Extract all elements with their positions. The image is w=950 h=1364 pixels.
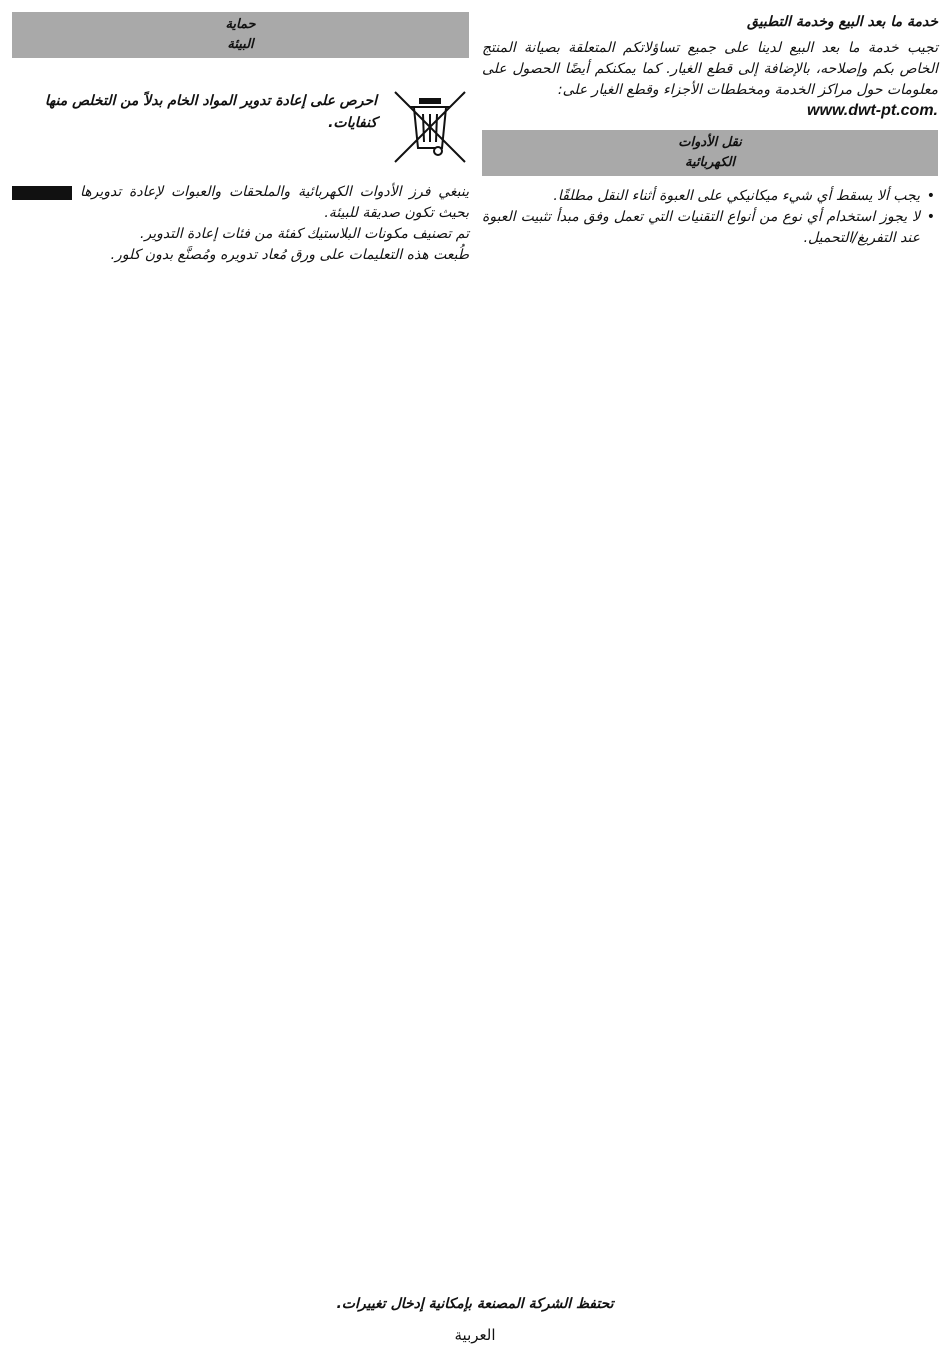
transport-bullet-2: لا يجوز استخدام أي نوع من أنواع التقنيات التي تعمل وفق مبدأ تثبيت العبوة عند التفريغ/التحميل.: [482, 209, 920, 246]
environment-title-line1: حماية: [225, 17, 256, 32]
environment-column: [12, 12, 469, 266]
list-item: [482, 186, 938, 207]
transport-title-line2: الكهربائية: [685, 155, 736, 170]
environment-header: [12, 12, 469, 58]
after-sales-title: خدمة ما بعد البيع وخدمة التطبيق: [747, 14, 938, 30]
sorting-row: [12, 182, 469, 224]
transport-list: [482, 186, 938, 249]
plastic-text: تم تصنيف مكونات البلاستيك كفئة من فئات إعادة التدوير.: [140, 226, 469, 242]
paper-text: طُبعت هذه التعليمات على ورق مُعاد تدويره ومُصنَّع بدون كلور.: [110, 247, 469, 263]
transport-bullet-1: يجب ألا يسقط أي شيء ميكانيكي على العبوة أثناء النقل مطلقًا.: [553, 188, 920, 204]
footer-note: تحتفظ الشركة المصنعة بإمكانية إدخال تغييرات.: [336, 1296, 614, 1312]
black-bar-symbol: [12, 186, 72, 200]
transport-title-line1: نقل الأدوات: [678, 135, 742, 150]
recycle-row: [12, 88, 469, 170]
website-link[interactable]: www.dwt-pt.com.: [807, 102, 938, 119]
list-item: [482, 207, 938, 249]
environment-title-line2: البيئة: [227, 37, 254, 52]
transport-header: [482, 130, 938, 176]
recycle-text: احرص على إعادة تدوير المواد الخام بدلاً من التخلص منها كنفايات.: [44, 93, 377, 131]
bullet-icon: •: [926, 188, 935, 204]
crossed-bin-icon: [389, 88, 469, 170]
language-label: العربية: [454, 1326, 496, 1344]
sorting-text: ينبغي فرز الأدوات الكهربائية والملحقات والعبوات لإعادة تدويرها بحيث تكون صديقة للبيئة.: [80, 184, 469, 221]
bullet-icon: •: [926, 209, 935, 225]
after-sales-column: [482, 12, 938, 249]
after-sales-body: تجيب خدمة ما بعد البيع لدينا على جميع تساؤلاتكم المتعلقة بصيانة المنتج الخاص بكم وإصلاحه، بالإضافة إلى قطع الغيار. كما يمكنكم أيضًا الحصول على معلومات حول مراكز الخدمة ومخططات الأجزاء وقطع الغيار على:: [482, 40, 938, 98]
